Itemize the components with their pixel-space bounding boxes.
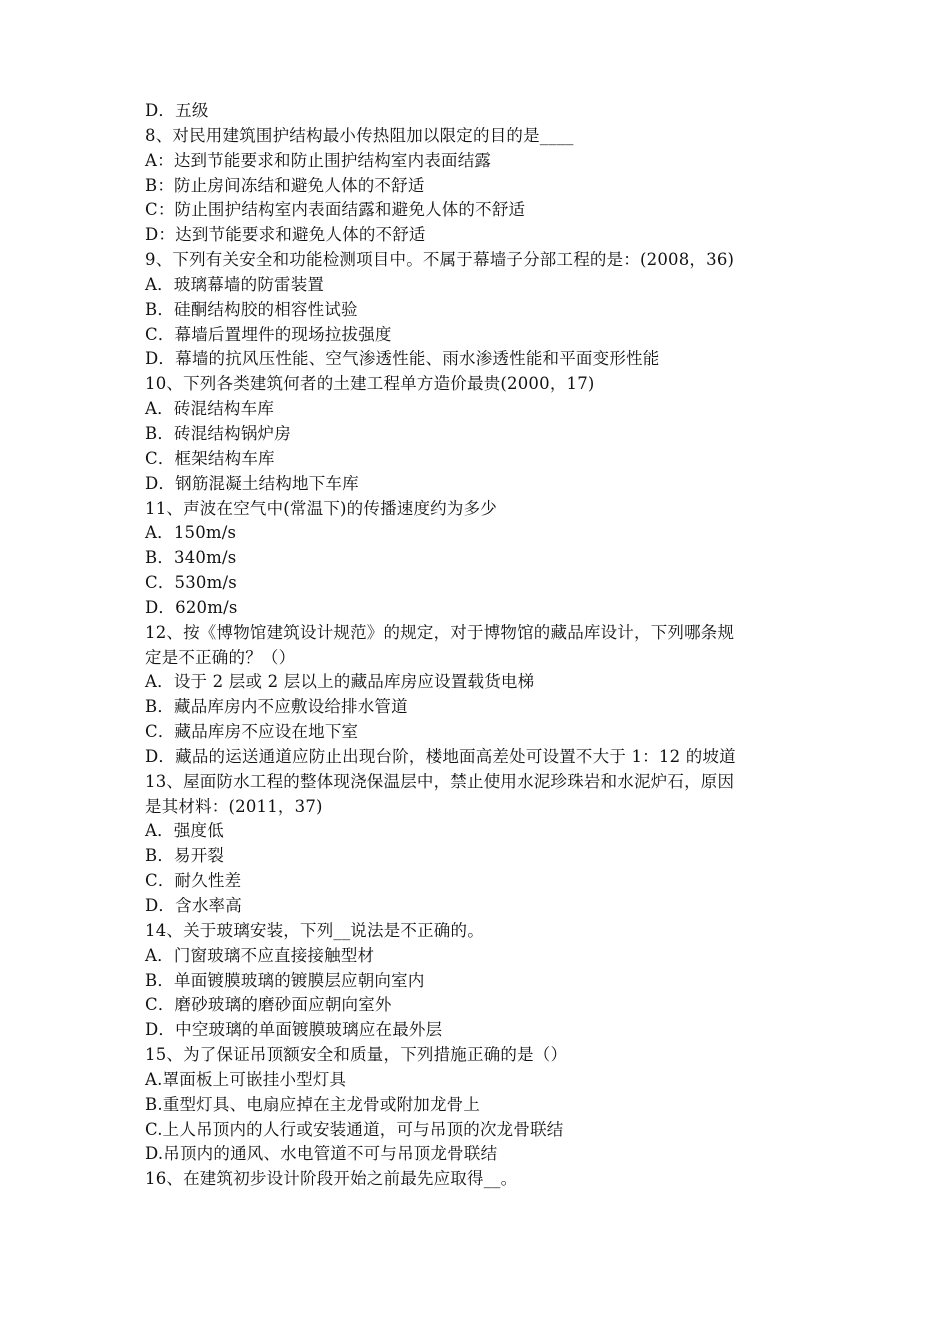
option-line: A．玻璃幕墙的防雷装置 bbox=[145, 274, 325, 294]
question-line: 9、下列有关安全和功能检测项目中。不属于幕墙子分部工程的是：(2008，36) bbox=[145, 250, 735, 270]
option-line: A．砖混结构车库 bbox=[145, 399, 275, 419]
option-line: B．藏品库房内不应敷设给排水管道 bbox=[145, 697, 408, 717]
question-line: 8、对民用建筑围护结构最小传热阻加以限定的目的是____ bbox=[145, 125, 574, 145]
question-line: 16、在建筑初步设计阶段开始之前最先应取得__。 bbox=[145, 1169, 518, 1189]
option-line: A．设于 2 层或 2 层以上的藏品库房应设置载货电梯 bbox=[145, 672, 535, 692]
question-line: 14、关于玻璃安装，下列__说法是不正确的。 bbox=[145, 920, 484, 940]
option-line: B．易开裂 bbox=[145, 846, 225, 866]
question-line-continued: 定是不正确的？（） bbox=[145, 647, 296, 667]
option-line: C．磨砂玻璃的磨砂面应朝向室外 bbox=[145, 995, 392, 1015]
option-line: D．藏品的运送通道应防止出现台阶，楼地面高差处可设置不大于 1：12 的坡道 bbox=[145, 746, 736, 766]
option-line: D：达到节能要求和避免人体的不舒适 bbox=[145, 225, 426, 245]
option-line: D．五级 bbox=[145, 101, 209, 120]
question-line: 15、为了保证吊顶额安全和质量，下列措施正确的是（） bbox=[145, 1045, 568, 1065]
option-line: D．中空玻璃的单面镀膜玻璃应在最外层 bbox=[145, 1020, 443, 1040]
option-line: A．强度低 bbox=[145, 821, 224, 841]
question-line: 12、按《博物馆建筑设计规范》的规定，对于博物馆的藏品库设计，下列哪条规 bbox=[145, 622, 735, 642]
option-line: C．藏品库房不应设在地下室 bbox=[145, 722, 359, 742]
question-line: 10、下列各类建筑何者的土建工程单方造价最贵(2000，17) bbox=[145, 374, 595, 394]
option-line: C．耐久性差 bbox=[145, 871, 242, 891]
option-line: D．620m/s bbox=[145, 597, 238, 617]
document-text bbox=[145, 99, 825, 1192]
option-line: B．硅酮结构胶的相容性试验 bbox=[145, 299, 358, 319]
option-line: C．框架结构车库 bbox=[145, 448, 275, 468]
option-line: B．单面镀膜玻璃的镀膜层应朝向室内 bbox=[145, 970, 425, 990]
option-line: D．钢筋混凝土结构地下车库 bbox=[145, 473, 359, 493]
option-line: A：达到节能要求和防止围护结构室内表面结露 bbox=[145, 150, 492, 170]
option-line: B．340m/s bbox=[145, 548, 237, 568]
option-line: A.罩面板上可嵌挂小型灯具 bbox=[145, 1069, 347, 1089]
question-line-continued: 是其材料：(2011，37) bbox=[145, 796, 323, 816]
option-line: C：防止围护结构室内表面结露和避免人体的不舒适 bbox=[145, 200, 526, 220]
option-line: C．530m/s bbox=[145, 573, 237, 593]
option-line: C.上人吊顶内的人行或安装通道，可与吊顶的次龙骨联结 bbox=[145, 1119, 564, 1139]
option-line: D.吊顶内的通风、水电管道不可与吊顶龙骨联结 bbox=[145, 1144, 498, 1164]
option-line: B：防止房间冻结和避免人体的不舒适 bbox=[145, 175, 425, 195]
option-line: B．砖混结构锅炉房 bbox=[145, 423, 291, 443]
option-line: D．含水率高 bbox=[145, 896, 242, 915]
option-line: B.重型灯具、电扇应掉在主龙骨或附加龙骨上 bbox=[145, 1094, 481, 1114]
question-line: 13、屋面防水工程的整体现浇保温层中，禁止使用水泥珍珠岩和水泥炉石，原因 bbox=[145, 771, 735, 791]
option-line: D．幕墙的抗风压性能、空气渗透性能、雨水渗透性能和平面变形性能 bbox=[145, 349, 660, 369]
option-line: A．150m/s bbox=[145, 523, 237, 543]
option-line: A．门窗玻璃不应直接接触型材 bbox=[145, 945, 375, 965]
option-line: C．幕墙后置埋件的现场拉拔强度 bbox=[145, 324, 392, 344]
question-line: 11、声波在空气中(常温下)的传播速度约为多少 bbox=[145, 498, 497, 518]
